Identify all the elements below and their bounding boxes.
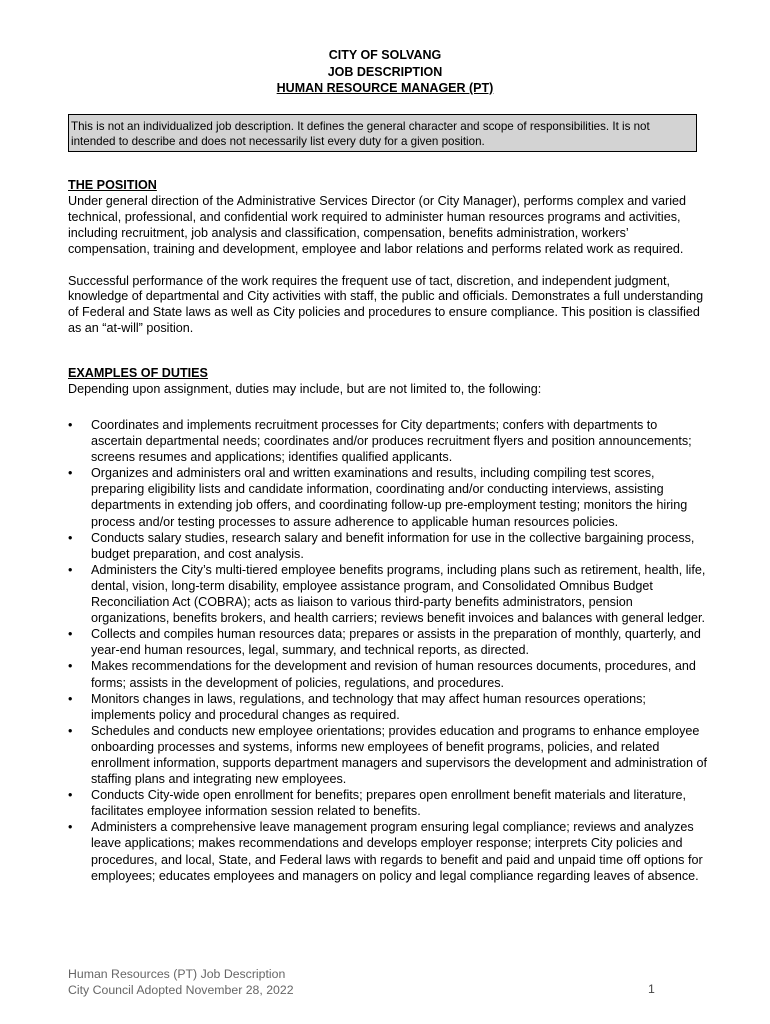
duty-text: Conducts City-wide open enrollment for benefits; prepares open enrollment benefit materials and literature, facilitates employee information session related to benefits. [91,788,687,819]
duty-text: Conducts salary studies, research salary and benefit information for use in the collective bargaining process, budget preparation, and cost analysis. [91,530,695,561]
list-item [68,658,708,690]
duty-text: Makes recommendations for the development and revision of human resources documents, procedures, and forms; assists in the development of policies, regulations, and procedures. [91,659,696,690]
list-item [68,417,708,465]
list-item [68,562,708,626]
position-paragraph-2: Successful performance of the work requires the frequent use of tact, discretion, and independent judgment, knowledge of departmental and City activities with staff, the public and officials. Demonstrates a full understanding of Federal and State laws as well as City policies and procedures to ensure compliance. This position is classified as an “at-will” position. [68,273,704,336]
list-item [68,691,708,723]
position-section [68,178,708,337]
footer-document-name: Human Resources (PT) Job Description [68,967,286,981]
position-paragraph-1: Under general direction of the Administrative Services Director (or City Manager), performs complex and varied technical, professional, and confidential work required to administer human resources programs and activities, including recruitment, job analysis and classification, compensation, benefits administration, workers’ compensation, training and development, employee and labor relations and performs related work as required. [68,193,687,256]
duty-text: Collects and compiles human resources data; prepares or assists in the preparation of monthly, quarterly, and year-end human resources, legal, summary, and technical reports, as directed. [91,627,701,658]
duty-text: Coordinates and implements recruitment processes for City departments; confers with departments to ascertain departmental needs; coordinates and/or produces recruitment flyers and position announcements; screens resumes and applications; identifies qualified applicants. [91,418,692,465]
list-item [68,530,708,562]
page-footer [68,966,294,998]
duties-section [68,366,708,398]
city-name: CITY OF SOLVANG [328,48,442,62]
duties-list [68,417,708,884]
disclaimer-box: This is not an individualized job description. It defines the general character and scope of responsibilities. It is not intended to describe and does not necessarily list every duty for a given position. [68,114,697,152]
duty-text: Administers a comprehensive leave management program ensuring legal compliance; reviews and analyzes leave applications; makes recommendations and develops employer response; interprets City policies and procedures, and local, State, and Federal laws with regards to benefit and paid and unpaid time off options for employees; educates employees and managers on policy and legal compliance regarding leaves of absence. [91,820,703,883]
page-number: 1 [648,982,655,996]
bullet-icon: • [68,691,73,706]
bullet-icon: • [68,418,73,432]
bullet-icon: • [68,723,73,738]
bullet-icon: • [68,820,73,835]
bullet-icon: • [68,562,73,577]
duty-text: Monitors changes in laws, regulations, and technology that may affect human resources operations; implements policy and procedural changes as required. [91,691,646,722]
list-item [68,626,708,658]
list-item [68,787,708,819]
duty-text: Organizes and administers oral and written examinations and results, including compiling test scores, preparing eligibility lists and candidate information, coordinating and/or conducting interviews, assisting departments in extending job offers, and coordinating follow-up pre-employment testing; monitors the hiring process and/or testing processes to assure adherence to applicable human resources policies. [91,466,688,529]
duty-text: Schedules and conducts new employee orientations; provides education and programs to enhance employee onboarding processes and systems, informs new employees of benefit programs, policies, and related enrollment information, supports department managers and supervisors the development and administration of staffing plans and integrating new employees. [91,723,708,787]
list-item [68,723,708,787]
footer-adoption-date: City Council Adopted November 28, 2022 [68,983,294,997]
duties-heading: EXAMPLES OF DUTIES [68,366,208,380]
duty-text: Administers the City’s multi-tiered employee benefits programs, including plans such as retirement, health, life, dental, vision, long-term disability, employee assistance program, and Consolidated Omnibus Budget Reconciliation Act (COBRA); acts as liaison to various third-party benefits administrators, pension organizations, benefits brokers, and health carriers; reviews benefit invoices and balances with general ledger. [91,562,706,626]
bullet-icon: • [68,530,73,545]
list-item [68,465,708,529]
bullet-icon: • [68,659,73,674]
position-heading: THE POSITION [68,178,157,192]
bullet-icon: • [68,466,73,481]
job-title: HUMAN RESOURCE MANAGER (PT) [276,81,494,95]
bullet-icon: • [68,627,73,642]
list-item [68,819,708,883]
bullet-icon: • [68,788,73,803]
document-type: JOB DESCRIPTION [327,65,443,79]
duties-intro: Depending upon assignment, duties may include, but are not limited to, the following: [68,381,542,396]
